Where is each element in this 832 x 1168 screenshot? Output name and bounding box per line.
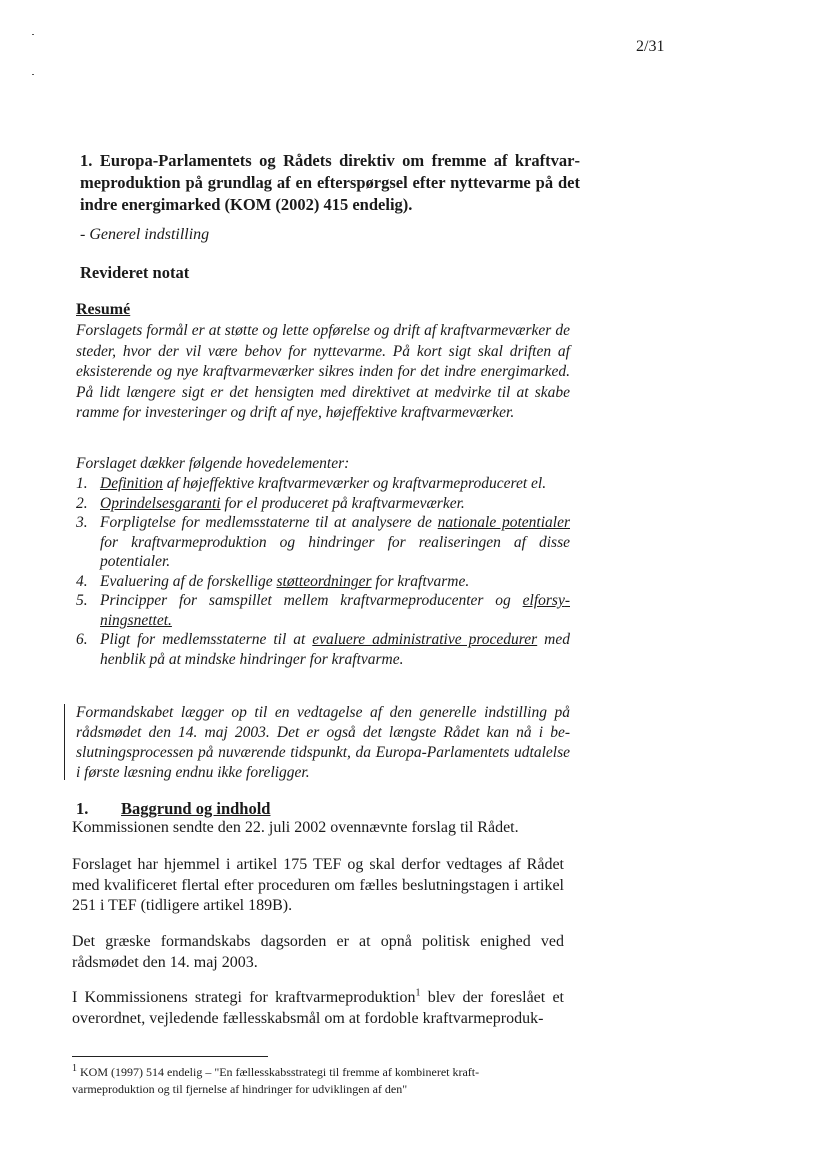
footnote bbox=[72, 1064, 552, 1098]
elements-intro: Forslaget dækker følgende hovedelementer: bbox=[76, 455, 350, 472]
list-item bbox=[76, 474, 570, 494]
scan-speck bbox=[32, 74, 34, 75]
document-subtitle: - Generel indstilling bbox=[80, 226, 210, 243]
list-item-number: 4. bbox=[76, 572, 88, 590]
list-item-text: Forpligtelse for medlemsstaterne til at analysere de bbox=[100, 514, 438, 531]
list-item bbox=[76, 630, 570, 669]
list-item-text: med henblik på at mindske hindringer for kraftvarme. bbox=[100, 631, 570, 668]
page-number: 2/31 bbox=[636, 38, 665, 55]
list-item-text: for kraftvarmeproduktion og hindringer for realiseringen af disse potentialer. bbox=[100, 533, 570, 570]
footnote-marker: 1 bbox=[72, 1063, 77, 1074]
revised-note-label: Revideret notat bbox=[80, 263, 190, 282]
footnote-reference[interactable]: 1 bbox=[415, 987, 421, 999]
list-item-number: 1. bbox=[76, 475, 88, 492]
list-item-number: 5. bbox=[76, 592, 88, 609]
list-item-underlined-term: elforsyningsnettet. bbox=[100, 592, 570, 629]
section-number: 1. bbox=[76, 799, 89, 818]
resume-heading: Resumé bbox=[76, 301, 131, 318]
body-paragraph bbox=[72, 988, 564, 1029]
list-item-number: 2. bbox=[76, 494, 88, 512]
list-item-number: 6. bbox=[76, 631, 88, 648]
body-paragraph: Forslaget har hjemmel i artikel 175 TEF og skal derfor vedtages af Rådet med kvalificeret flertal efter proceduren om fælles beslutningstagen i artikel 251 i TEF (tidligere artikel 189B). bbox=[72, 856, 564, 914]
list-item-text: Pligt for medlemsstaterne til at bbox=[100, 631, 313, 648]
list-item-text: for el produceret på kraftvarmeværker. bbox=[220, 494, 465, 512]
list-item bbox=[76, 513, 570, 572]
list-item-text: af højeffektive kraftvarmeværker og kraftvarmeproduceret el. bbox=[162, 475, 547, 492]
list-item-underlined-term: støtteordninger bbox=[276, 572, 372, 590]
list-item-underlined-term: nationale potentialer bbox=[437, 514, 570, 531]
main-elements-list bbox=[76, 474, 570, 669]
resume-body: Forslagets formål er at støtte og lette opførelse og drift af kraftvarmeværker de steder, hvor der vil være behov for nyttevarme. På kort sigt skal driften af eksisterende og nye kraftvarmeværker sikres inden for det indre energimarked. På lidt længere sigt er det hensigten med direktivet at medvirke til at skabe ramme for investeringer og drift af nye, højeffektive kraftvarmeværker. bbox=[76, 322, 570, 421]
section-title: Baggrund og indhold bbox=[121, 799, 271, 818]
list-item-text: Principper for samspillet mellem kraftvarmeproducenter og bbox=[100, 592, 523, 609]
paragraph-text: I Kommissionens strategi for kraftvarmeproduktion bbox=[72, 989, 416, 1006]
list-item-number: 3. bbox=[76, 514, 88, 531]
section-heading bbox=[76, 799, 270, 819]
list-item-underlined-term: Oprindelsesgaranti bbox=[100, 494, 221, 512]
list-item bbox=[76, 494, 570, 514]
paragraph-text: blev der foreslået et overordnet, vejledende fællesskabsmål om at fordoble kraftvarmeproduk- bbox=[72, 989, 564, 1027]
list-item-underlined-term: Definition bbox=[100, 475, 163, 492]
body-paragraph: Kommissionen sendte den 22. juli 2002 ovennævnte forslag til Rådet. bbox=[72, 819, 519, 836]
list-item-text: for kraftvarme. bbox=[371, 572, 470, 590]
list-item-text: Evaluering af de forskellige bbox=[100, 572, 277, 590]
list-item-underlined-term: evaluere administrative procedurer bbox=[312, 631, 538, 648]
list-item bbox=[76, 572, 570, 592]
revision-margin-bar bbox=[64, 704, 65, 780]
body-paragraph: Det græske formandskabs dagsorden er at opnå politisk enighed ved rådsmødet den 14. maj 2003. bbox=[72, 933, 564, 971]
presidency-note: Formandskabet lægger op til en vedtagelse af den generelle indstilling på rådsmødet den 14. maj 2003. Det er også det længste Rådet kan nå i beslutningsprocessen på nuværende tidspunkt, da Europa-Parlamentets udtalelse i første læsning endnu ikke foreligger. bbox=[76, 704, 570, 781]
list-item bbox=[76, 591, 570, 630]
footnote-text: KOM (1997) 514 endelig – "En fællesskabsstrategi til fremme af kombineret kraftvarmeproduktion og til fjernelse af hindringer for udviklingen af den" bbox=[72, 1065, 480, 1096]
footnote-divider bbox=[72, 1056, 268, 1057]
document-title: 1. Europa-Parlamentets og Rådets direktiv om fremme af kraftvarmeproduktion på grundlag af en efterspørgsel efter nyttevarme på det indre energimarked (KOM (2002) 415 endelig). bbox=[80, 151, 580, 214]
scan-speck bbox=[32, 34, 34, 35]
